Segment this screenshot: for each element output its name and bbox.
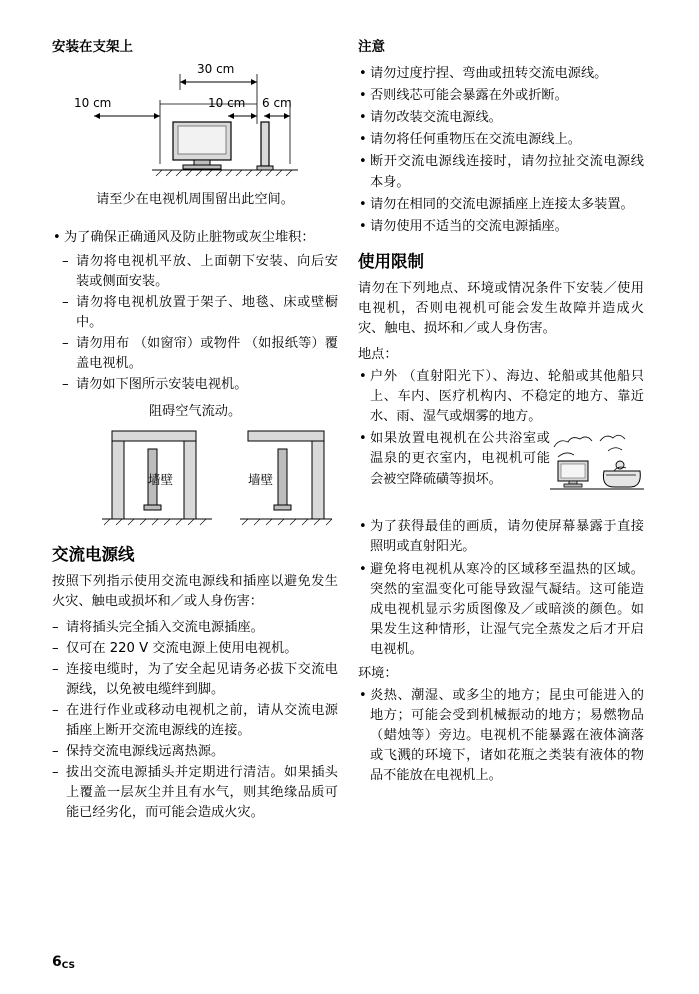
section-heading-usage-limit: 使用限制 xyxy=(358,251,424,271)
list-item: • 为了获得最佳的画质，请勿使屏幕暴露于直接照明或直射阳光。 xyxy=(358,517,644,557)
wall-label-left: 墙壁 xyxy=(148,471,174,487)
list-item: – 在进行作业或移动电视机之前，请从交流电源插座上断开交流电源线的连接。 xyxy=(52,701,338,741)
list-item: • 为了确保正确通风及防止脏物或灰尘堆积： xyxy=(52,228,338,248)
list-item: • 请勿过度拧捏、弯曲或扭转交流电源线。 xyxy=(358,64,644,84)
list-item-sub: • 否则线芯可能会暴露在外或折断。 xyxy=(358,86,644,106)
section-heading-stand: 安装在支架上 xyxy=(52,39,133,55)
list-item: – 请将插头完全插入交流电源插座。 xyxy=(52,618,338,638)
list-item: • 断开交流电源线连接时，请勿拉扯交流电源线本身。 xyxy=(358,152,644,192)
list-item: • 炎热、潮湿、或多尘的地方；昆虫可能进入的地方；可能会受到机械振动的地方；易燃物品 （蜡烛等）旁边。电视机不能暴露在液体滴落或飞溅的环境下，诸如花瓶之类装有液体的物品不能放在电视机上。 xyxy=(358,686,644,786)
place-bullet-list xyxy=(358,367,644,660)
dimension-mid-label: 10 cm xyxy=(208,96,246,111)
section-heading-power-cord: 交流电源线 xyxy=(52,544,135,564)
list-item: – 请勿将电视机放置于架子、地毯、床或壁橱中。 xyxy=(62,293,338,333)
list-item: • 请勿在相同的交流电源插座上连接太多装置。 xyxy=(358,195,644,215)
stand-diagram-caption: 请至少在电视机周围留出此空间。 xyxy=(96,192,294,208)
blocked-airflow-diagram xyxy=(52,402,338,530)
list-item-with-figure xyxy=(358,429,644,515)
dimension-right-label: 6 cm xyxy=(262,96,292,111)
place-label: 地点： xyxy=(358,347,398,363)
left-column xyxy=(52,38,338,826)
list-item: • 请勿将任何重物压在交流电源线上。 xyxy=(358,130,644,150)
list-item: – 请勿将电视机平放、上面朝下安装、向后安装或侧面安装。 xyxy=(62,252,338,292)
list-item: – 请勿用布 （如窗帘）或物件 （如报纸等）覆盖电视机。 xyxy=(62,334,338,374)
section-heading-caution: 注意 xyxy=(358,39,385,55)
blocked-airflow-title: 阻碍空气流动。 xyxy=(148,403,242,419)
list-item: – 请勿如下图所示安装电视机。 xyxy=(62,375,338,395)
list-item: – 连接电缆时，为了安全起见请务必拔下交流电源线，以免被电缆绊到脚。 xyxy=(52,660,338,700)
right-column xyxy=(358,38,644,790)
tv-on-stand-clearance-diagram xyxy=(52,64,338,184)
list-item: • 请勿使用不适当的交流电源插座。 xyxy=(358,217,644,237)
ventilation-bullet-list xyxy=(52,228,338,248)
blocked-airflow-svg xyxy=(52,425,338,529)
page-number-value: 6 xyxy=(52,954,62,970)
list-item: • 请勿改装交流电源线。 xyxy=(358,108,644,128)
dimension-left-label: 10 cm xyxy=(74,96,112,111)
list-item: – 拔出交流电源插头并定期进行清洁。如果插头上覆盖一层灰尘并且有水气，则其绝缘品质可能已经劣化，而可能会造成火灾。 xyxy=(52,763,338,823)
dimension-top-label: 30 cm xyxy=(197,62,235,77)
usage-limit-intro: 请勿在下列地点、环境或情况条件下安装／使用电视机，否则电视机可能会发生故障并造成火灾、触电、损坏和／或人身伤害。 xyxy=(358,280,644,337)
hot-spring-illustration-svg xyxy=(548,431,646,497)
stand-diagram-svg xyxy=(52,64,338,182)
environment-label: 环境： xyxy=(358,665,398,681)
list-item: – 仅可在 220 V 交流电源上使用电视机。 xyxy=(52,639,338,659)
power-cord-intro: 按照下列指示使用交流电源线和插座以避免发生火灾、触电或损坏和／或人身伤害： xyxy=(52,573,338,609)
wall-label-right: 墙壁 xyxy=(248,471,274,487)
list-item: • 户外 （直射阳光下）、海边、轮船或其他船只上、车内、医疗机构内、不稳定的地方、靠近水、雨、湿气或烟雾的地方。 xyxy=(358,367,644,427)
list-item: – 保持交流电源线远离热源。 xyxy=(52,742,338,762)
page-number-suffix: CS xyxy=(61,961,76,971)
caution-bullet-list xyxy=(358,64,644,237)
tv-in-hot-spring-changing-room-illustration xyxy=(548,431,646,497)
power-cord-dash-list xyxy=(52,618,338,824)
environment-bullet-list xyxy=(358,686,644,786)
ventilation-dash-list xyxy=(52,252,338,395)
list-item-text: • 如果放置电视机在公共浴室或温泉的更衣室内，电视机可能会被空降硫磺等损坏。 xyxy=(370,431,550,487)
page-number xyxy=(52,954,75,970)
list-item: • 避免将电视机从寒冷的区域移至温热的区域。突然的室温变化可能导致湿气凝结。这可能造成电视机显示劣质图像及／或暗淡的颜色。如果发生这种情形，让湿气完全蒸发之后才开启电视机。 xyxy=(358,560,644,660)
